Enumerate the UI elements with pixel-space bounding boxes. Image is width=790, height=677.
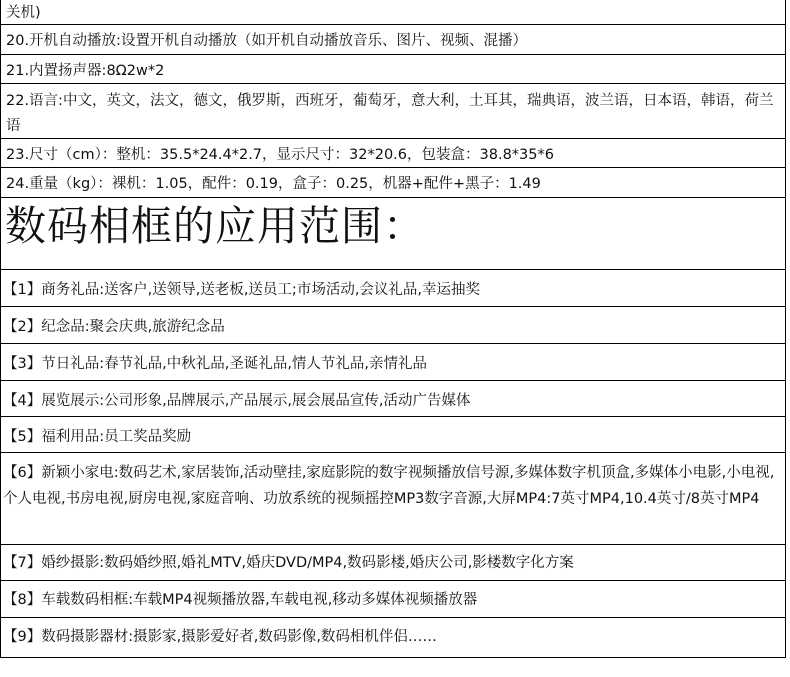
spec-text: 23.尺寸（cm）：整机：35.5*24.4*2.7，显示尺寸：32*20.6，包装盒：38.8*35*6 xyxy=(6,147,554,163)
spec-text: 22.语言:中文，英文，法文，德文，俄罗斯，西班牙，葡萄牙，意大利，土耳其，瑞典语，波兰语，日本语，韩语，荷兰语 xyxy=(6,93,774,134)
application-text: 【8】车载数码相框:车载MP4视频播放器,车载电视,移动多媒体视频播放器 xyxy=(3,592,478,608)
spec-text: 关机) xyxy=(6,5,41,21)
spec-row-19-tail xyxy=(1,0,786,25)
application-row-6 xyxy=(1,453,786,545)
application-text: 【9】数码摄影器材:摄影家,摄影爱好者,数码影像,数码相机伴侣…… xyxy=(3,629,437,645)
application-row-1 xyxy=(1,270,786,307)
application-text: 【7】婚纱摄影:数码婚纱照,婚礼MTV,婚庆DVD/MP4,数码影楼,婚庆公司,影楼数字化方案 xyxy=(3,555,574,571)
application-text: 【3】节日礼品:春节礼品,中秋礼品,圣诞礼品,情人节礼品,亲情礼品 xyxy=(3,356,428,372)
spec-text: 24.重量（kg）：裸机：1.05，配件：0.19，盒子：0.25，机器+配件+黑子：1.49 xyxy=(6,176,541,192)
spec-row-24 xyxy=(1,168,786,198)
application-text: 【6】新颖小家电:数码艺术,家居装饰,活动壁挂,家庭影院的数字视频播放信号源,多媒体数字机顶盒,多媒体小电影,小电视,个人电视,书房电视,厨房电视,家庭音响、功放系统的视频摇控MP3数字音源,大屏MP4:7英寸MP4,10.4英寸/8英寸MP4 xyxy=(3,465,775,507)
spec-text: 21.内置扬声器:8Ω2w*2 xyxy=(6,63,165,79)
application-row-7 xyxy=(1,545,786,581)
application-text: 【4】展览展示:公司形象,品牌展示,产品展示,展会展品宣传,活动广告媒体 xyxy=(3,393,471,409)
section-title-row xyxy=(1,198,786,270)
spec-row-20 xyxy=(1,25,786,55)
application-row-9 xyxy=(1,618,786,658)
application-row-2 xyxy=(1,307,786,344)
application-row-5 xyxy=(1,417,786,453)
spec-row-23 xyxy=(1,139,786,168)
section-title: 数码相框的应用范围： xyxy=(5,202,425,250)
application-text: 【2】纪念品:聚会庆典,旅游纪念品 xyxy=(3,319,225,335)
spec-text: 20.开机自动播放:设置开机自动播放（如开机自动播放音乐、图片、视频、混播） xyxy=(6,33,527,49)
application-row-3 xyxy=(1,344,786,381)
spec-row-22 xyxy=(1,84,786,139)
spec-row-21 xyxy=(1,55,786,84)
application-text: 【5】福利用品:员工奖品奖励 xyxy=(3,429,192,445)
application-row-4 xyxy=(1,381,786,417)
application-row-8 xyxy=(1,581,786,618)
application-text: 【1】商务礼品:送客户,送领导,送老板,送员工;市场活动,会议礼品,幸运抽奖 xyxy=(3,282,481,298)
